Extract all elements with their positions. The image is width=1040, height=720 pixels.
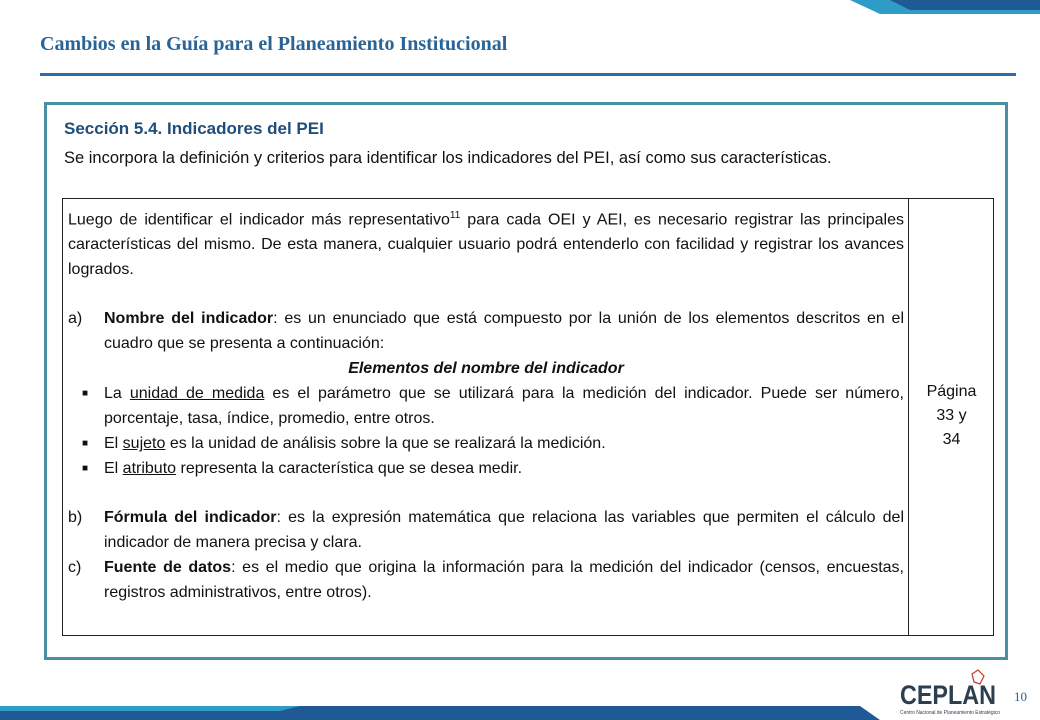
footnote-reference: 11 xyxy=(449,210,461,221)
page-reference-line: 34 xyxy=(942,431,961,448)
top-decorative-band xyxy=(830,0,1040,14)
bullet-text: La xyxy=(104,385,130,403)
item-marker: b) xyxy=(68,509,83,527)
item-c xyxy=(68,555,904,605)
square-bullet-icon: ■ xyxy=(82,463,89,475)
bullet-text: El xyxy=(104,460,123,478)
bullet-item xyxy=(68,456,904,481)
bullet-text: es el parámetro que se utilizará para la medición del indicador. Puede ser número, porcentaje, tasa, índice, promedio, entre otros. xyxy=(104,385,904,428)
page-reference-line: 33 y xyxy=(936,407,967,424)
page-number: 10 xyxy=(1014,689,1027,704)
item-a xyxy=(68,306,904,356)
table-body-cell xyxy=(68,203,904,605)
bullet-text: El xyxy=(104,435,123,453)
logo-wordmark: CEPLAN xyxy=(900,680,996,710)
ceplan-logo xyxy=(898,668,1008,718)
item-text: : es un enunciado que está compuesto por la unión de los elementos descritos en el cuadro que se presenta a continuación: xyxy=(104,310,905,353)
square-bullet-icon: ■ xyxy=(82,438,89,450)
bullet-term: sujeto xyxy=(122,435,166,453)
header-divider xyxy=(40,73,1016,76)
bullet-term: atributo xyxy=(122,460,177,478)
subheading: Elementos del nombre del indicador xyxy=(348,360,624,378)
item-marker: c) xyxy=(68,559,82,577)
bullet-item xyxy=(68,381,904,431)
bullet-term: unidad de medida xyxy=(129,385,265,403)
item-text: : es el medio que origina la información para la medición del indicador (censos, encuestas, registros administrativos, entre otros). xyxy=(104,559,904,602)
item-marker: a) xyxy=(68,310,83,328)
item-term: Nombre del indicador xyxy=(104,310,274,328)
section-title: Sección 5.4. Indicadores del PEI xyxy=(64,119,324,138)
bullet-item xyxy=(68,431,904,456)
intro-paragraph xyxy=(68,203,904,282)
item-text: : es la expresión matemática que relaciona las variables que permiten el cálculo del indicador de manera precisa y clara. xyxy=(104,509,904,552)
item-b xyxy=(68,505,904,555)
logo-subtitle: Centro Nacional de Planeamiento Estratégico xyxy=(900,710,1001,716)
square-bullet-icon: ■ xyxy=(82,388,89,400)
item-term: Fuente de datos xyxy=(104,559,232,577)
bottom-decorative-band xyxy=(0,706,880,720)
page-header-title: Cambios en la Guía para el Planeamiento Institucional xyxy=(40,33,508,55)
item-term: Fórmula del indicador xyxy=(104,509,277,527)
intro-text-continued: para cada OEI y AEI, es necesario registrar las principales características del mismo. De esta manera, cualquier usuario podrá entenderlo con facilidad y registrar los avances logrados. xyxy=(68,211,904,279)
bullet-text: es la unidad de análisis sobre la que se realizará la medición. xyxy=(165,435,606,453)
page-reference-cell xyxy=(909,380,994,452)
bullet-text: representa la característica que se desea medir. xyxy=(176,460,523,478)
page-reference-line: Página xyxy=(926,383,977,400)
intro-text: Luego de identificar el indicador más representativo xyxy=(68,211,450,229)
section-description: Se incorpora la definición y criterios para identificar los indicadores del PEI, así como sus características. xyxy=(64,149,832,167)
